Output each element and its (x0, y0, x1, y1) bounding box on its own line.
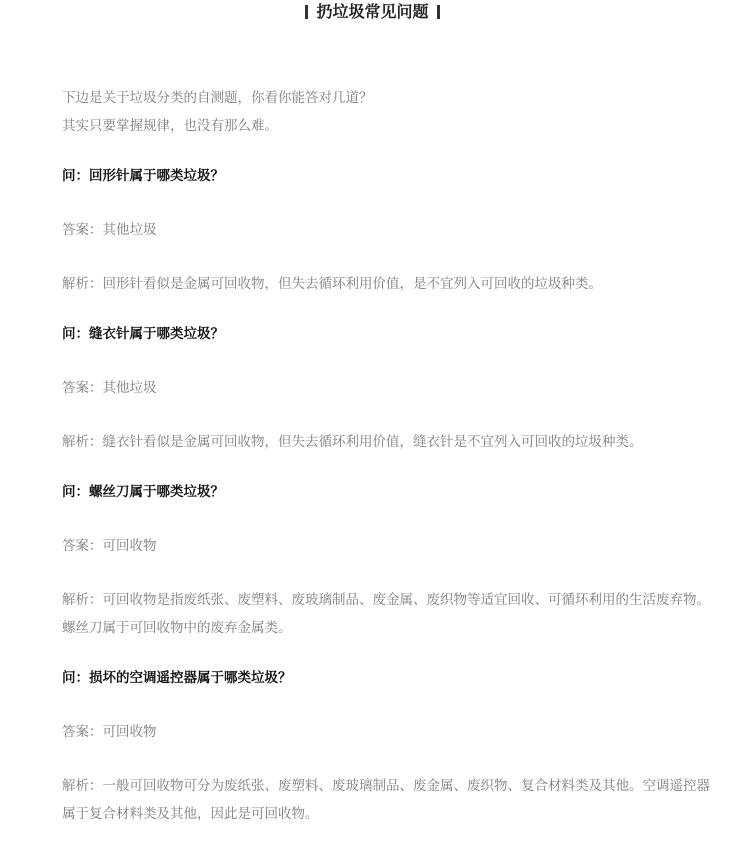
intro (62, 84, 712, 140)
qa-item-paper-clip (62, 162, 712, 298)
page-title-text: 扔垃圾常见问题 (316, 2, 429, 21)
qa-item-sewing-needle (62, 320, 712, 456)
title-area (0, 0, 745, 26)
intro-line-1: 下边是关于垃圾分类的自测题，你看你能答对几道？ (62, 90, 373, 106)
answer: 答案：其他垃圾 (62, 222, 157, 238)
answer: 答案：其他垃圾 (62, 380, 157, 396)
intro-line-2: 其实只要掌握规律，也没有那么难。 (62, 118, 278, 134)
answer: 答案：可回收物 (62, 538, 157, 554)
question: 问：螺丝刀属于哪类垃圾？ (62, 484, 224, 500)
title-bar-left-icon (305, 5, 308, 19)
page-title (305, 0, 439, 24)
question: 问：回形针属于哪类垃圾？ (62, 168, 224, 184)
qa-item-remote-control (62, 664, 712, 828)
question: 问：损坏的空调遥控器属于哪类垃圾？ (62, 670, 292, 686)
explanation: 解析：可回收物是指废纸张、废塑料、废玻璃制品、废金属、废织物等适宜回收、可循环利用的生活废弃物。螺丝刀属于可回收物中的废弃金属类。 (62, 592, 710, 636)
explanation: 解析：缝衣针看似是金属可回收物，但失去循环利用价值，缝衣针是不宜列入可回收的垃圾种类。 (62, 434, 643, 450)
qa-item-screwdriver (62, 478, 712, 642)
explanation: 解析：一般可回收物可分为废纸张、废塑料、废玻璃制品、废金属、废织物、复合材料类及其他。空调遥控器属于复合材料类及其他，因此是可回收物。 (62, 778, 710, 822)
article-body (62, 84, 712, 828)
title-bar-right-icon (437, 5, 440, 19)
question: 问：缝衣针属于哪类垃圾？ (62, 326, 224, 342)
answer: 答案：可回收物 (62, 724, 157, 740)
explanation: 解析：回形针看似是金属可回收物，但失去循环利用价值，是不宜列入可回收的垃圾种类。 (62, 276, 602, 292)
